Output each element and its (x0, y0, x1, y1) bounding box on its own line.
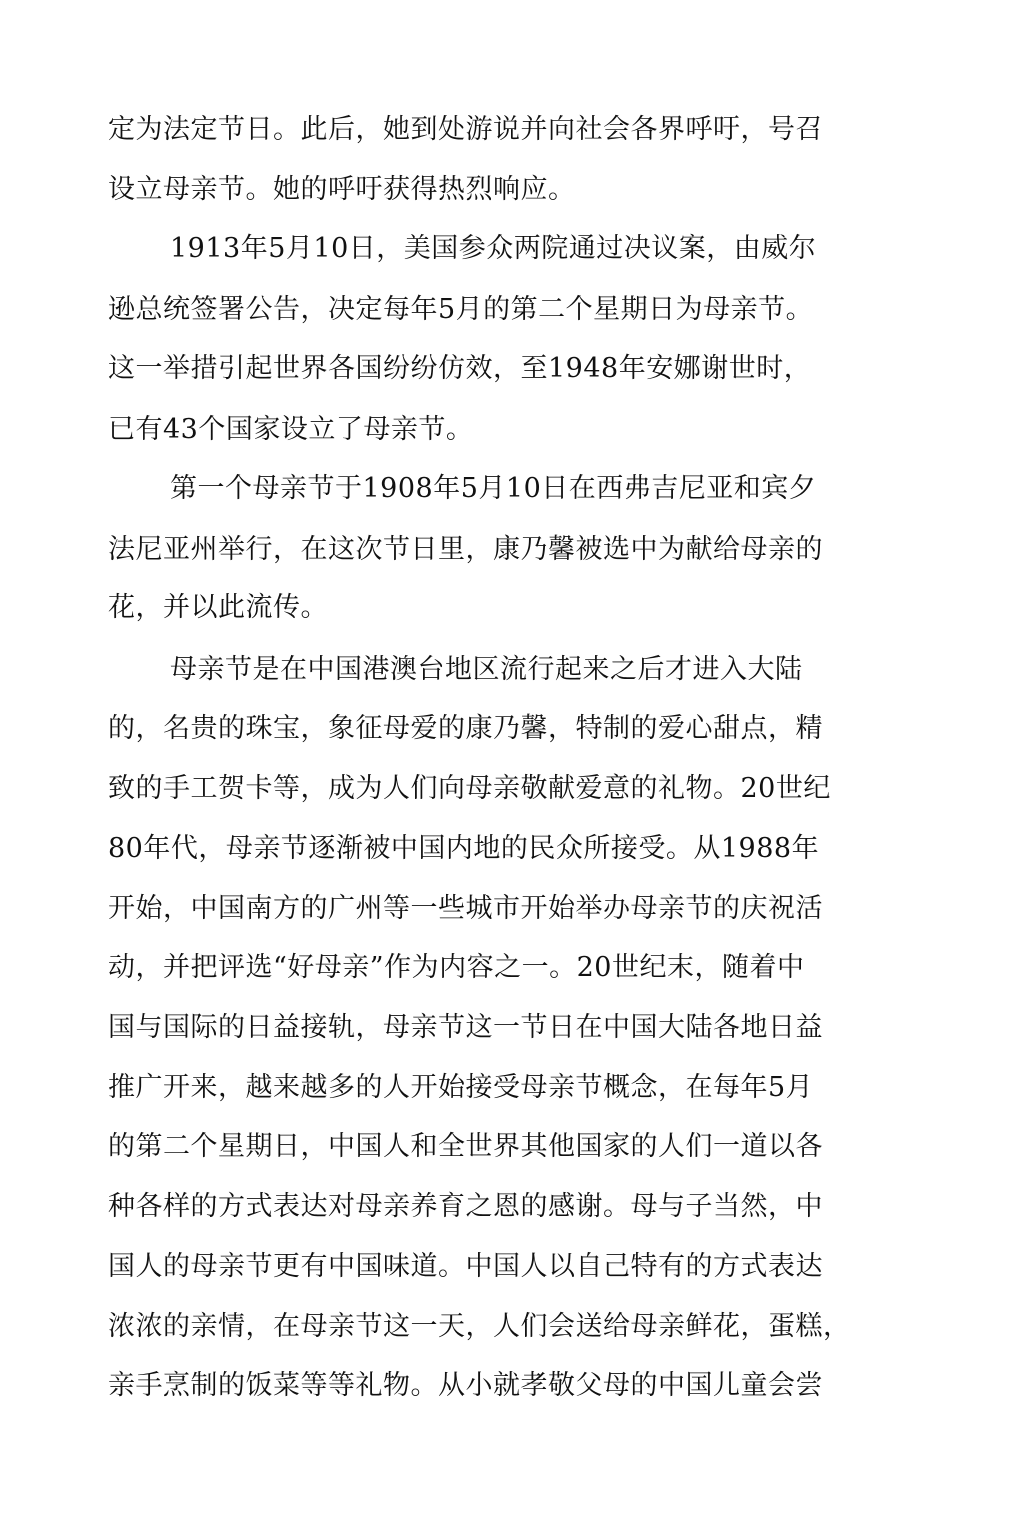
text-line: 致的手工贺卡等，成为人们向母亲敬献爱意的礼物。20世纪 (108, 773, 831, 804)
text-line: 推广开来，越来越多的人开始接受母亲节概念，在每年5月 (108, 1072, 814, 1103)
paragraph-start-line: 1913年5月10日，美国参众两院通过决议案，由威尔 (170, 233, 817, 264)
text-line: 亲手烹制的饭菜等等礼物。从小就孝敬父母的中国儿童会尝 (108, 1370, 823, 1401)
text-line: 设立母亲节。她的呼吁获得热烈响应。 (108, 174, 576, 205)
text-line: 定为法定节日。此后，她到处游说并向社会各界呼吁，号召 (108, 114, 823, 145)
text-line: 已有43个国家设立了母亲节。 (108, 414, 474, 445)
text-line: 国人的母亲节更有中国味道。中国人以自己特有的方式表达 (108, 1251, 823, 1282)
text-line: 种各样的方式表达对母亲养育之恩的感谢。母与子当然，中 (108, 1191, 823, 1222)
text-line: 的第二个星期日，中国人和全世界其他国家的人们一道以各 (108, 1131, 823, 1162)
text-line: 花，并以此流传。 (108, 592, 328, 623)
text-line: 动，并把评选“好母亲”作为内容之一。20世纪末，随着中 (108, 952, 805, 983)
text-line: 浓浓的亲情，在母亲节这一天，人们会送给母亲鲜花，蛋糕， (108, 1311, 851, 1342)
text-line: 开始，中国南方的广州等一些城市开始举办母亲节的庆祝活 (108, 893, 823, 924)
text-line: 国与国际的日益接轨，母亲节这一节日在中国大陆各地日益 (108, 1012, 823, 1043)
text-line: 逊总统签署公告，决定每年5月的第二个星期日为母亲节。 (108, 294, 814, 325)
text-line: 这一举措引起世界各国纷纷仿效，至1948年安娜谢世时， (108, 353, 812, 384)
text-line: 法尼亚州举行，在这次节日里，康乃馨被选中为献给母亲的 (108, 534, 823, 565)
text-line: 的，名贵的珠宝，象征母爱的康乃馨，特制的爱心甜点，精 (108, 713, 823, 744)
text-line: 80年代，母亲节逐渐被中国内地的民众所接受。从1988年 (108, 833, 820, 864)
paragraph-start-line: 第一个母亲节于1908年5月10日在西弗吉尼亚和宾夕 (170, 473, 817, 504)
paragraph-start-line: 母亲节是在中国港澳台地区流行起来之后才进入大陆 (170, 654, 803, 685)
